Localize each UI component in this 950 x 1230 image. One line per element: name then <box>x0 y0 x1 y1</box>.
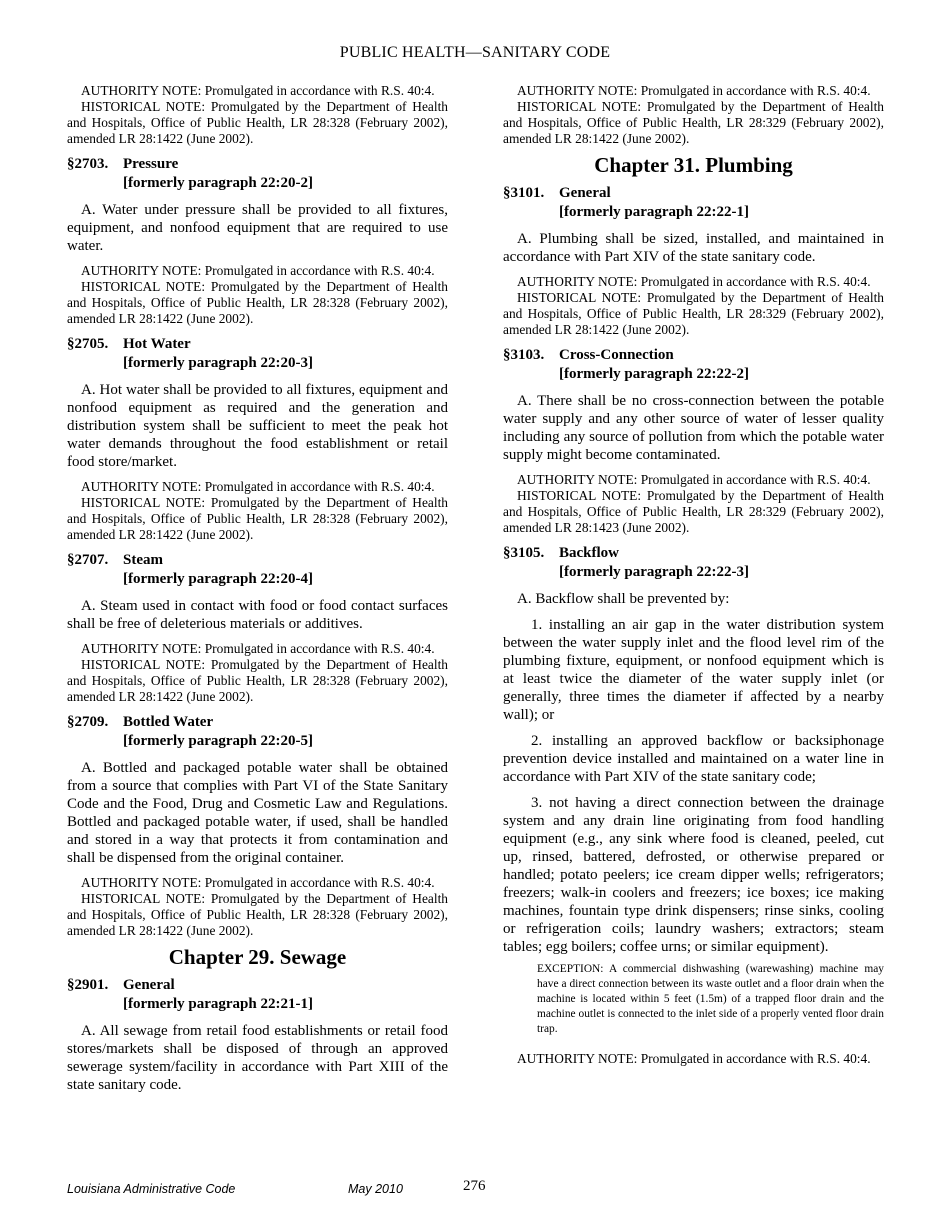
section-formerly: [formerly paragraph 22:20-2] <box>123 175 313 191</box>
section-formerly: [formerly paragraph 22:20-3] <box>123 355 313 371</box>
section-formerly: [formerly paragraph 22:22-3] <box>559 564 749 580</box>
section-heading-3101 <box>503 184 884 222</box>
section-title: Pressure <box>123 156 179 172</box>
page-number: 276 <box>463 1178 486 1194</box>
section-heading-2705 <box>67 335 448 373</box>
historical-note: HISTORICAL NOTE: Promulgated by the Department of Health and Hospitals, Office of Public Health, LR 28:329 (February 2002), amended LR 28:1422 (June 2002). <box>503 290 884 337</box>
section-number: §3103. <box>503 347 545 363</box>
authority-note: AUTHORITY NOTE: Promulgated in accordance with R.S. 40:4. <box>81 641 435 656</box>
authority-note: AUTHORITY NOTE: Promulgated in accordance with R.S. 40:4. <box>81 479 435 494</box>
section-formerly: [formerly paragraph 22:22-2] <box>559 366 749 382</box>
section-text-2707: A. Steam used in contact with food or food contact surfaces shall be free of deleterious materials or additives. <box>67 598 448 632</box>
historical-note: HISTORICAL NOTE: Promulgated by the Department of Health and Hospitals, Office of Public Health, LR 28:328 (February 2002), amended LR 28:1422 (June 2002). <box>67 279 448 326</box>
authority-note: AUTHORITY NOTE: Promulgated in accordance with R.S. 40:4. <box>517 83 871 98</box>
page-header: PUBLIC HEALTH—SANITARY CODE <box>339 44 611 61</box>
historical-note: HISTORICAL NOTE: Promulgated by the Department of Health and Hospitals, Office of Public Health, LR 28:328 (February 2002), amended LR 28:1422 (June 2002). <box>67 891 448 938</box>
section-formerly: [formerly paragraph 22:21-1] <box>123 996 313 1012</box>
section-title: General <box>123 977 175 993</box>
section-title: Backflow <box>559 545 619 561</box>
list-item-2: 2. installing an approved backflow or backsiphonage prevention device installed and maintained on a water line in accordance with Part XIV of the state sanitary code; <box>503 733 884 785</box>
section-text-2901: A. All sewage from retail food establishments or retail food stores/markets shall be disposed of through an approved sewerage system/facility in accordance with Part XIII of the state sanitary code. <box>67 1023 448 1093</box>
section-text-3103: A. There shall be no cross-connection between the potable water supply and any other source of water of lesser quality including any source of pollution from which the potable water supply might become contaminated. <box>503 393 884 463</box>
section-number: §2901. <box>67 977 109 993</box>
section-title: Hot Water <box>123 336 191 352</box>
section-number: §3105. <box>503 545 545 561</box>
authority-note: AUTHORITY NOTE: Promulgated in accordance with R.S. 40:4. <box>81 875 435 890</box>
section-formerly: [formerly paragraph 22:22-1] <box>559 204 749 220</box>
section-text-2709: A. Bottled and packaged potable water shall be obtained from a source that complies with Part VI of the State Sanitary Code and the Food, Drug and Cosmetic Law and Regulations. Bottled and packaged potable water, if used, shall be handled and stored in a way that protects it from contamination and shall be dispensed from the original container. <box>67 760 448 866</box>
chapter-31-heading: Chapter 31. Plumbing <box>594 153 793 177</box>
left-column <box>67 83 448 1094</box>
section-number: §2705. <box>67 336 109 352</box>
section-text-3101: A. Plumbing shall be sized, installed, and maintained in accordance with Part XIV of the state sanitary code. <box>503 231 884 265</box>
section-text-2705: A. Hot water shall be provided to all fixtures, equipment and nonfood equipment as required and the generation and distribution system shall be sufficient to meet the peak hot water demands throughout the food establishment or retail food store/market. <box>67 382 448 470</box>
right-column <box>503 83 884 1067</box>
section-heading-2703 <box>67 155 448 193</box>
section-formerly: [formerly paragraph 22:20-4] <box>123 571 313 587</box>
section-number: §2707. <box>67 552 109 568</box>
exception-note: EXCEPTION: A commercial dishwashing (warewashing) machine may have a direct connection between its waste outlet and a floor drain when the machine is located within 5 feet (1.5m) of a trapped floor drain and the machine outlet is connected to the inlet side of a properly vented floor drain trap. <box>537 963 884 1035</box>
section-title: Bottled Water <box>123 714 214 730</box>
list-item-3: 3. not having a direct connection between the drainage system and any drain line originating from food handling equipment (e.g., any sink where food is cleaned, peeled, cut up, rinsed, battered, defrosted, or otherwise prepared or handled; potato peelers; ice cream dipper wells; refrigerators; freezers; walk-in coolers and freezers; ice boxes; ice making machines, fountain type drink dispensers; rinse sinks, cooling or refrigeration coils; laundry washers; extractors; steam tables; egg boilers; coffee urns; or similar equipment). <box>503 795 884 955</box>
section-formerly: [formerly paragraph 22:20-5] <box>123 733 313 749</box>
section-number: §2709. <box>67 714 109 730</box>
historical-note: HISTORICAL NOTE: Promulgated by the Department of Health and Hospitals, Office of Public Health, LR 28:328 (February 2002), amended LR 28:1422 (June 2002). <box>67 495 448 542</box>
authority-note: AUTHORITY NOTE: Promulgated in accordance with R.S. 40:4. <box>517 1051 871 1066</box>
authority-note: AUTHORITY NOTE: Promulgated in accordance with R.S. 40:4. <box>517 472 871 487</box>
section-title: Steam <box>123 552 163 568</box>
historical-note: HISTORICAL NOTE: Promulgated by the Department of Health and Hospitals, Office of Public Health, LR 28:329 (February 2002), amended LR 28:1423 (June 2002). <box>503 488 884 535</box>
list-item-1: 1. installing an air gap in the water distribution system between the water supply inlet and the flood level rim of the plumbing fixture, equipment, or nonfood equipment which is at least twice the diameter of the water supply inlet (or generally, three times the diameter if affected by a nearby wall); or <box>503 617 884 723</box>
section-title: General <box>559 185 611 201</box>
section-intro-3105: A. Backflow shall be prevented by: <box>517 591 730 607</box>
section-heading-3103 <box>503 346 884 384</box>
chapter-29-heading: Chapter 29. Sewage <box>168 945 347 969</box>
section-heading-3105 <box>503 544 884 582</box>
section-number: §3101. <box>503 185 545 201</box>
authority-note: AUTHORITY NOTE: Promulgated in accordance with R.S. 40:4. <box>517 274 871 289</box>
authority-note: AUTHORITY NOTE: Promulgated in accordance with R.S. 40:4. <box>81 83 435 98</box>
footer-source: Louisiana Administrative Code <box>67 1182 236 1196</box>
historical-note: HISTORICAL NOTE: Promulgated by the Department of Health and Hospitals, Office of Public Health, LR 28:328 (February 2002), amended LR 28:1422 (June 2002). <box>67 657 448 704</box>
section-number: §2703. <box>67 156 109 172</box>
section-heading-2709 <box>67 713 448 751</box>
section-text-2703: A. Water under pressure shall be provided to all fixtures, equipment, and nonfood equipment that are required to use water. <box>67 202 448 254</box>
authority-note: AUTHORITY NOTE: Promulgated in accordance with R.S. 40:4. <box>81 263 435 278</box>
historical-note: HISTORICAL NOTE: Promulgated by the Department of Health and Hospitals, Office of Public Health, LR 28:329 (February 2002), amended LR 28:1422 (June 2002). <box>503 99 884 146</box>
section-heading-2707 <box>67 551 448 589</box>
footer-date: May 2010 <box>348 1182 403 1196</box>
historical-note: HISTORICAL NOTE: Promulgated by the Department of Health and Hospitals, Office of Public Health, LR 28:328 (February 2002), amended LR 28:1422 (June 2002). <box>67 99 448 146</box>
section-heading-2901 <box>67 976 448 1014</box>
section-title: Cross-Connection <box>559 347 674 363</box>
